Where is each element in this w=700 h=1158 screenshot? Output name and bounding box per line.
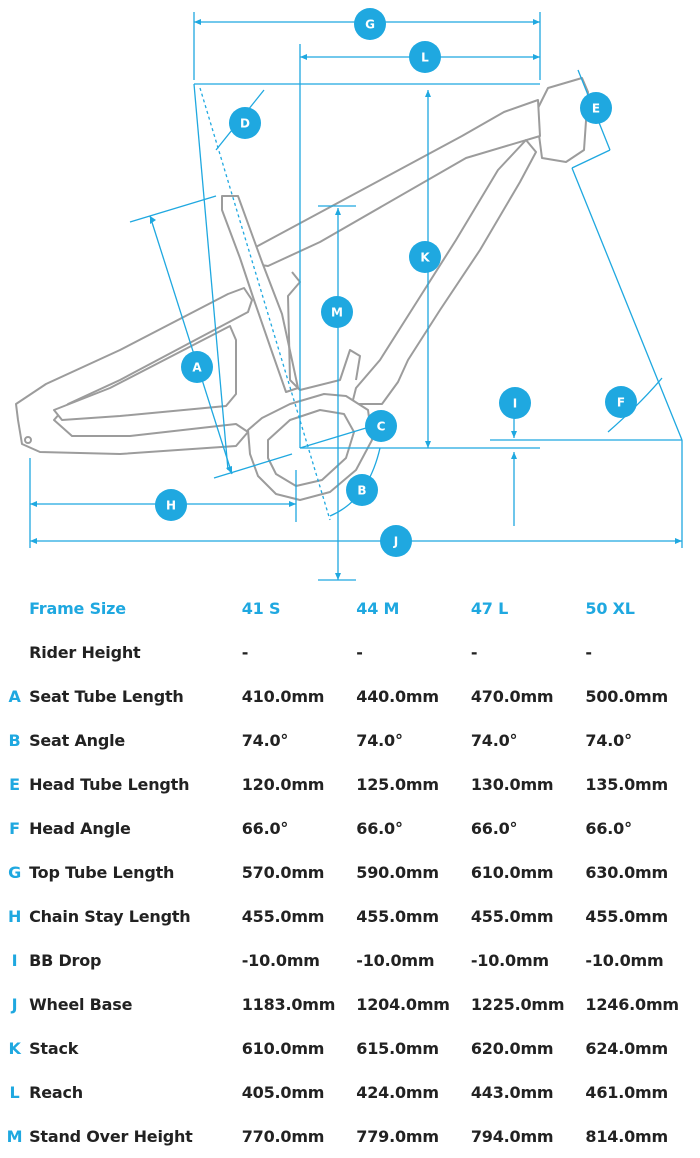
row-letter: A [8, 686, 21, 706]
row-letter: I [11, 950, 18, 970]
table-header-row [0, 586, 700, 630]
cell-value: 610.0mm [241, 1038, 325, 1058]
bike-frame-outline [16, 78, 588, 500]
svg-text:C: C [376, 419, 386, 434]
row-letter: B [8, 730, 21, 750]
cell-value: -10.0mm [470, 950, 549, 970]
cell-value: -10.0mm [585, 950, 664, 970]
cell-value: 1204.0mm [356, 994, 450, 1014]
size-column-heading: 50 XL [585, 598, 635, 618]
cell-value: 424.0mm [356, 1082, 439, 1102]
row-letter: L [9, 1082, 20, 1102]
marker-B [346, 474, 378, 506]
svg-text:F: F [616, 395, 626, 410]
row-letter: K [8, 1038, 21, 1058]
marker-M [321, 296, 353, 328]
svg-text:L: L [421, 50, 429, 65]
cell-value: 461.0mm [585, 1082, 668, 1102]
cell-value: 66.0° [241, 818, 289, 838]
cell-value: 135.0mm [585, 774, 668, 794]
marker-F [605, 386, 637, 418]
cell-value: 570.0mm [241, 862, 325, 882]
cell-value: - [585, 642, 592, 662]
cell-value: 125.0mm [356, 774, 439, 794]
row-label: BB Drop [29, 950, 102, 970]
cell-value: 74.0° [241, 730, 289, 750]
marker-H [155, 489, 187, 521]
svg-text:D: D [240, 116, 250, 131]
svg-text:A: A [192, 360, 202, 375]
cell-value: 779.0mm [356, 1126, 439, 1146]
geometry-table [0, 586, 700, 1158]
row-letter: M [6, 1126, 23, 1146]
marker-C [365, 410, 397, 442]
cell-value: 74.0° [356, 730, 403, 750]
marker-D [229, 107, 261, 139]
svg-text:E: E [591, 101, 601, 116]
svg-text:I: I [512, 396, 518, 411]
marker-L [409, 41, 441, 73]
marker-A [181, 351, 213, 383]
svg-text:B: B [357, 483, 367, 498]
cell-value: 74.0° [585, 730, 632, 750]
table-row [0, 1070, 700, 1114]
cell-value: 1225.0mm [470, 994, 565, 1014]
cell-value: -10.0mm [356, 950, 435, 970]
row-label: Chain Stay Length [29, 906, 191, 926]
cell-value: 410.0mm [241, 686, 325, 706]
cell-value: 630.0mm [585, 862, 668, 882]
cell-value: 470.0mm [470, 686, 554, 706]
marker-E [580, 92, 612, 124]
row-label: Reach [29, 1082, 83, 1102]
row-label: Seat Angle [29, 730, 126, 750]
table-row [0, 806, 700, 850]
row-label: Head Tube Length [29, 774, 190, 794]
size-column-heading: 44 M [356, 598, 400, 618]
row-label: Head Angle [29, 818, 131, 838]
cell-value: 455.0mm [356, 906, 439, 926]
cell-value: 120.0mm [241, 774, 325, 794]
table-row [0, 674, 700, 718]
cell-value: 814.0mm [585, 1126, 668, 1146]
marker-I [499, 387, 531, 419]
svg-text:H: H [165, 498, 177, 513]
cell-value: 794.0mm [470, 1126, 554, 1146]
cell-value: -10.0mm [241, 950, 320, 970]
cell-value: 455.0mm [241, 906, 325, 926]
cell-value: 66.0° [356, 818, 403, 838]
cell-value: 624.0mm [585, 1038, 668, 1058]
table-row [0, 982, 700, 1026]
row-letter: E [9, 774, 20, 794]
row-letter: G [8, 862, 21, 882]
row-label: Stand Over Height [29, 1126, 193, 1146]
row-label: Top Tube Length [29, 862, 175, 882]
cell-value: 405.0mm [241, 1082, 325, 1102]
row-letter [0, 586, 29, 630]
cell-value: 455.0mm [585, 906, 668, 926]
svg-text:M: M [331, 305, 343, 320]
marker-J [380, 525, 412, 557]
svg-text:K: K [420, 250, 430, 265]
size-column-heading: 47 L [470, 598, 509, 618]
table-row [0, 1026, 700, 1070]
table-row [0, 762, 700, 806]
table-row [0, 1114, 700, 1158]
cell-value: 620.0mm [470, 1038, 554, 1058]
cell-value: 440.0mm [356, 686, 439, 706]
svg-text:J: J [393, 534, 399, 549]
table-row [0, 938, 700, 982]
cell-value: 1183.0mm [241, 994, 336, 1014]
row-label: Stack [29, 1038, 79, 1058]
frame-size-heading: Frame Size [29, 598, 126, 618]
cell-value: 455.0mm [470, 906, 554, 926]
cell-value: 500.0mm [585, 686, 668, 706]
cell-value: 66.0° [585, 818, 632, 838]
cell-value: 615.0mm [356, 1038, 439, 1058]
cell-value: 770.0mm [241, 1126, 325, 1146]
cell-value: 130.0mm [470, 774, 554, 794]
table-row [0, 850, 700, 894]
cell-value: 443.0mm [470, 1082, 554, 1102]
cell-value: 590.0mm [356, 862, 439, 882]
row-label: Rider Height [29, 642, 141, 662]
row-letter: F [9, 818, 20, 838]
cell-value: - [356, 642, 363, 662]
marker-G [354, 8, 386, 40]
cell-value: 1246.0mm [585, 994, 679, 1014]
size-column-heading: 41 S [241, 598, 281, 618]
row-letter: H [7, 906, 22, 926]
cell-value: - [470, 642, 478, 662]
table-row [0, 718, 700, 762]
cell-value: 610.0mm [470, 862, 554, 882]
svg-text:G: G [365, 17, 375, 32]
row-label: Seat Tube Length [29, 686, 184, 706]
table-row [0, 894, 700, 938]
cell-value: 74.0° [470, 730, 518, 750]
row-letter [0, 630, 29, 674]
cell-value: - [241, 642, 249, 662]
marker-K [409, 241, 441, 273]
row-label: Wheel Base [29, 994, 133, 1014]
row-letter: J [11, 994, 18, 1014]
table-row [0, 630, 700, 674]
cell-value: 66.0° [470, 818, 518, 838]
